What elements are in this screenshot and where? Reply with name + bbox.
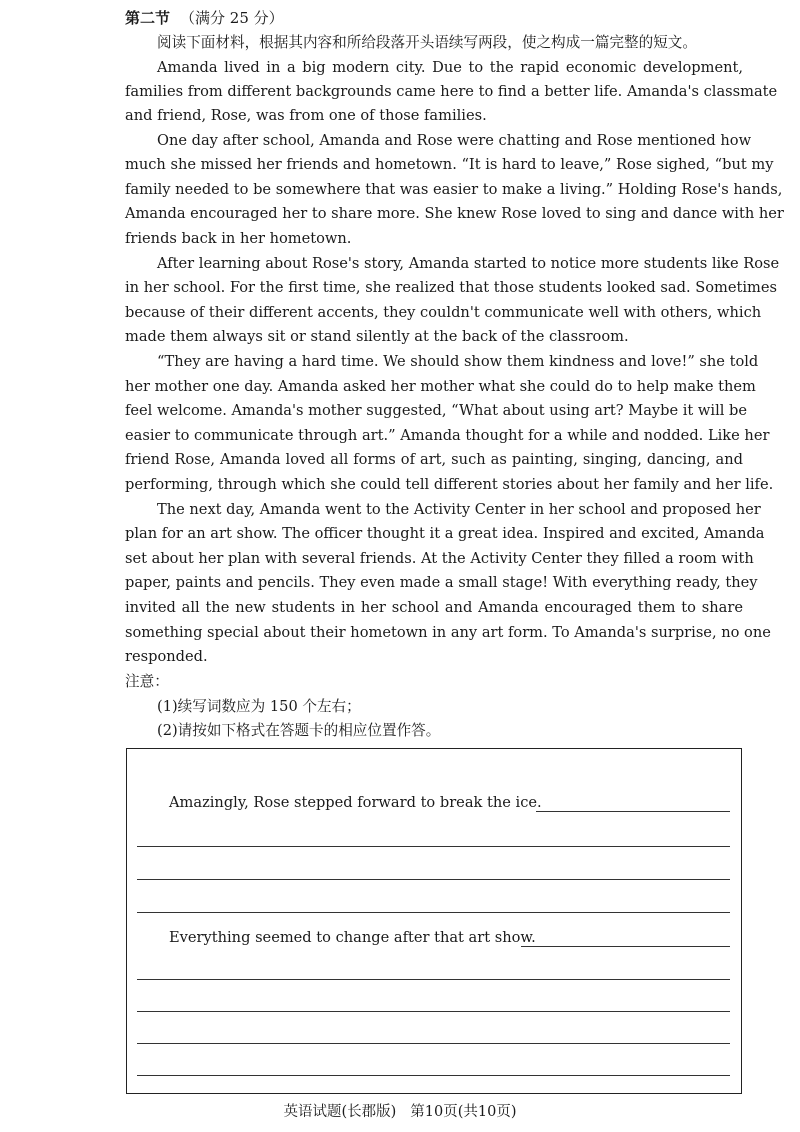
- passage-line: easier to communicate through art.” Amanda thought for a while and nodded. Like her: [125, 427, 770, 444]
- writing-line[interactable]: [137, 846, 730, 847]
- instruction-text: 阅读下面材料，根据其内容和所给段落开头语续写两段，使之构成一篇完整的短文。: [157, 34, 697, 51]
- passage-line: Amanda lived in a big modern city. Due to the rapid economic development,: [157, 59, 743, 76]
- note-item: (1)续写词数应为 150 个左右；: [157, 698, 361, 715]
- passage-line: friend Rose, Amanda loved all forms of art, such as painting, singing, dancing, and: [125, 451, 743, 468]
- passage-line: in her school. For the first time, she realized that those students looked sad. Sometimes: [125, 279, 777, 296]
- passage-line: performing, through which she could tell different stories about her family and her life.: [125, 476, 774, 493]
- passage-line: invited all the new students in her school and Amanda encouraged them to share: [125, 599, 743, 616]
- note-item: (2)请按如下格式在答题卡的相应位置作答。: [157, 722, 441, 739]
- notes-label: 注意：: [125, 673, 169, 690]
- passage-line: paper, paints and pencils. They even made a small stage! With everything ready, they: [125, 574, 758, 591]
- writing-line[interactable]: [536, 811, 730, 812]
- page-footer: [0, 1102, 800, 1122]
- section-title: 第二节: [125, 9, 171, 27]
- section-points: （满分 25 分）: [180, 9, 284, 27]
- passage-line: something special about their hometown in any art form. To Amanda's surprise, no one: [125, 624, 771, 641]
- writing-line[interactable]: [137, 879, 730, 880]
- passage-line: families from different backgrounds came here to find a better life. Amanda's classmate: [125, 83, 778, 100]
- passage-line: plan for an art show. The officer thought it a great idea. Inspired and excited, Amanda: [125, 525, 765, 542]
- passage-line: friends back in her hometown.: [125, 230, 352, 247]
- passage-line: and friend, Rose, was from one of those families.: [125, 107, 487, 124]
- passage-line: family needed to be somewhere that was easier to make a living.” Holding Rose's hands,: [125, 181, 783, 198]
- writing-line[interactable]: [137, 1011, 730, 1012]
- paragraph-prompt-1: Amazingly, Rose stepped forward to break the ice.: [169, 794, 542, 811]
- passage-line: much she missed her friends and hometown. “It is hard to leave,” Rose sighed, “but my: [125, 156, 774, 173]
- passage-line: After learning about Rose's story, Amanda started to notice more students like Rose: [157, 255, 780, 272]
- writing-line[interactable]: [521, 946, 730, 947]
- passage-line: her mother one day. Amanda asked her mother what she could do to help make them: [125, 378, 756, 395]
- writing-line[interactable]: [137, 912, 730, 913]
- passage-line: feel welcome. Amanda's mother suggested, “What about using art? Maybe it will be: [125, 402, 748, 419]
- passage-line: because of their different accents, they couldn't communicate well with others, which: [125, 304, 762, 321]
- passage-line: One day after school, Amanda and Rose were chatting and Rose mentioned how: [157, 132, 752, 149]
- footer-subject: 英语试题(长郡版): [283, 1104, 397, 1120]
- writing-line[interactable]: [137, 979, 730, 980]
- passage-line: responded.: [125, 648, 208, 665]
- section-heading: [125, 8, 284, 28]
- paragraph-prompt-2: Everything seemed to change after that art show.: [169, 929, 536, 946]
- footer-page-number: 第10页(共10页): [410, 1104, 517, 1120]
- writing-line[interactable]: [137, 1075, 730, 1076]
- passage-line: “They are having a hard time. We should show them kindness and love!” she told: [157, 353, 759, 370]
- passage-line: made them always sit or stand silently at the back of the classroom.: [125, 328, 629, 345]
- writing-line[interactable]: [137, 1043, 730, 1044]
- passage-line: The next day, Amanda went to the Activity Center in her school and proposed her: [157, 501, 761, 518]
- passage-line: Amanda encouraged her to share more. She knew Rose loved to sing and dance with her: [125, 205, 784, 222]
- passage-line: set about her plan with several friends. At the Activity Center they filled a room with: [125, 550, 754, 567]
